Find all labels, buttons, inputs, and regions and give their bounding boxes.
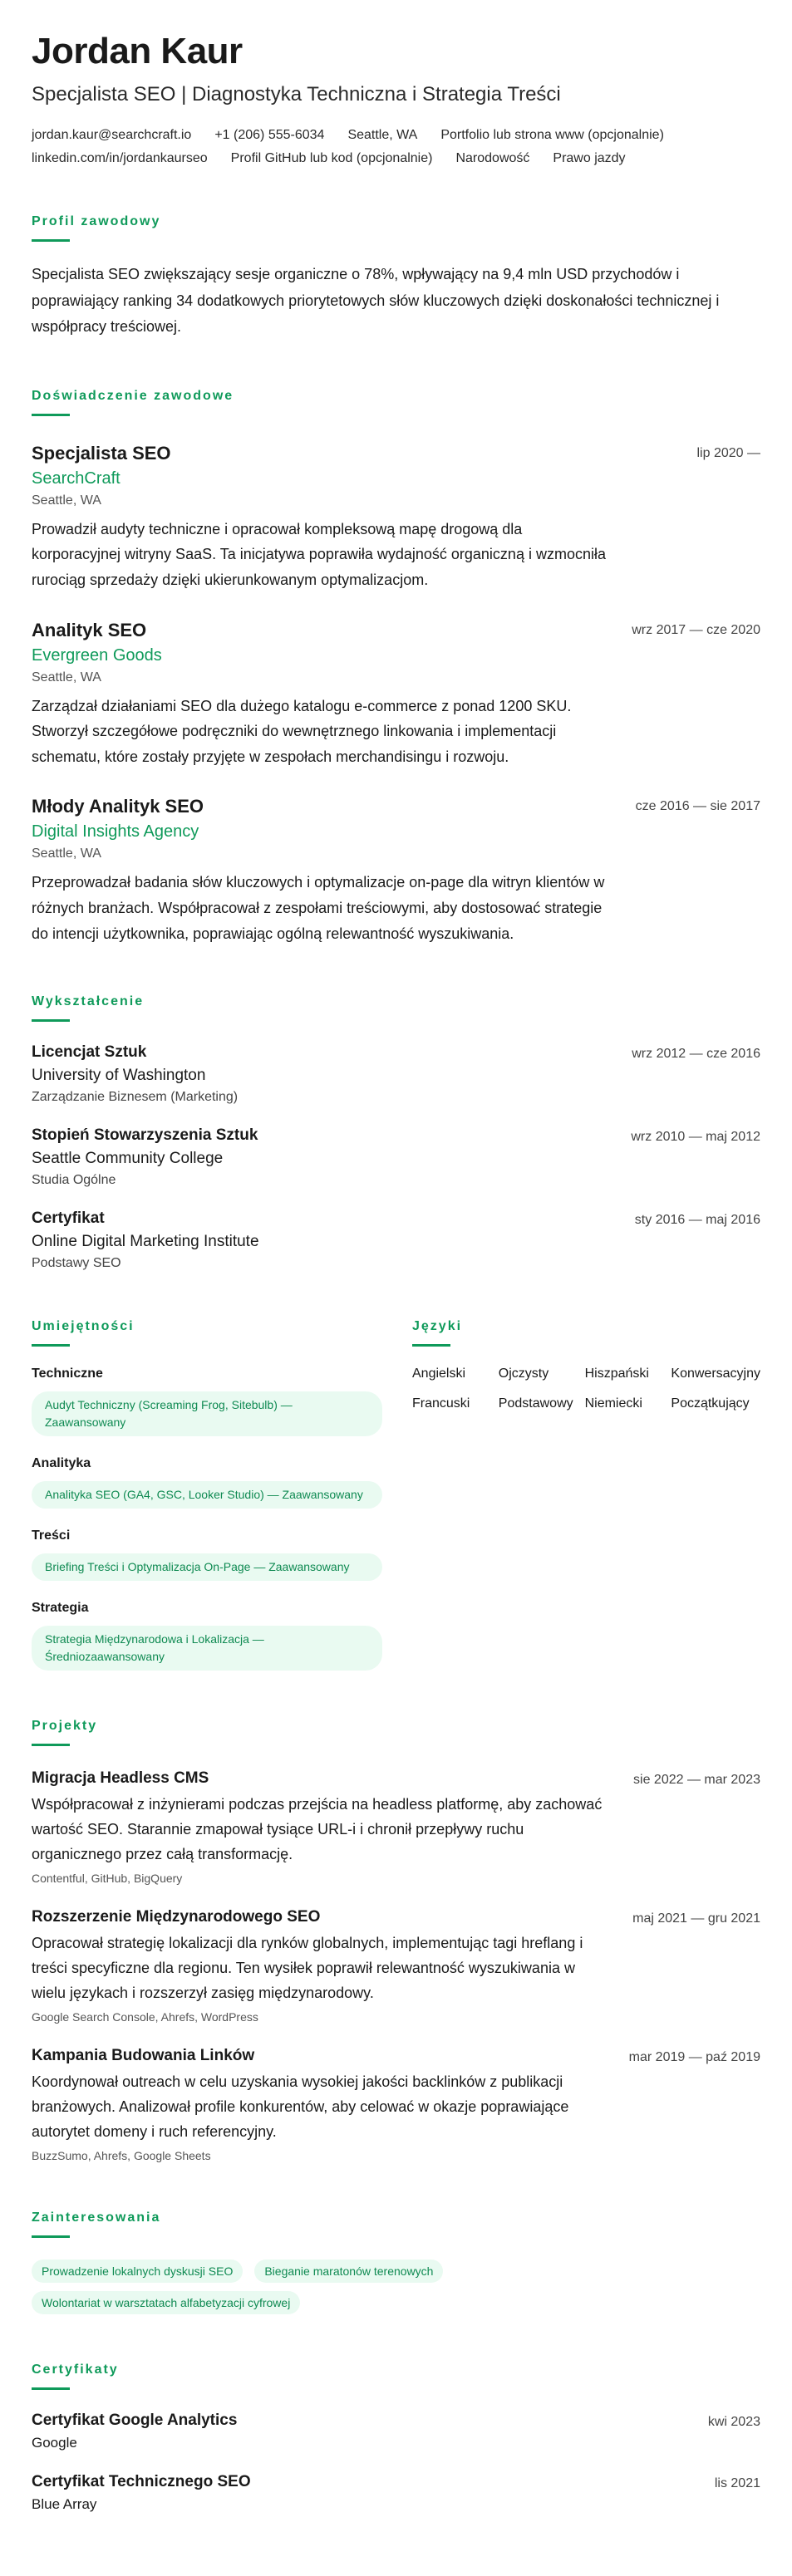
- education-section: [32, 994, 760, 1271]
- certificate-date: kwi 2023: [707, 2415, 760, 2430]
- job-title: Specjalista SEO: [32, 442, 171, 464]
- interest-pill: Bieganie maratonów terenowych: [254, 2260, 443, 2283]
- project-title: Migracja Headless CMS: [32, 1769, 209, 1788]
- projects-section: [32, 1719, 760, 2162]
- project-item: [32, 1769, 760, 1885]
- job-title: Młody Analityk SEO: [32, 796, 204, 817]
- certificate-issuer: Blue Array: [32, 2496, 97, 2513]
- experience-item: [32, 796, 760, 946]
- section-divider: [32, 1344, 70, 1347]
- skill-group: [32, 1367, 382, 1436]
- experience-item: [32, 443, 760, 593]
- profile-section: [32, 214, 760, 341]
- education-school: Online Digital Marketing Institute: [32, 1233, 259, 1251]
- job-company: Evergreen Goods: [32, 645, 162, 665]
- education-degree: Licencjat Sztuk: [32, 1043, 147, 1062]
- project-tech: Google Search Console, Ahrefs, WordPress: [32, 2010, 258, 2024]
- section-divider: [32, 414, 70, 416]
- languages-grid: [412, 1367, 760, 1411]
- skills-section: [32, 1319, 382, 1671]
- project-date: sie 2022 — mar 2023: [633, 1773, 760, 1788]
- skill-pill: Strategia Międzynarodowa i Lokalizacja — Średniozaawansowany: [32, 1626, 382, 1671]
- certificates-section: [32, 2363, 760, 2513]
- contact-portfolio[interactable]: Portfolio lub strona www (opcjonalnie): [440, 128, 664, 143]
- candidate-title: Specjalista SEO | Diagnostyka Techniczna i Strategia Treści: [32, 83, 561, 106]
- education-item: [32, 1126, 760, 1188]
- education-date: sty 2016 — maj 2016: [634, 1213, 760, 1228]
- section-title-education: Wykształcenie: [32, 994, 145, 1009]
- skill-group-title: Analityka: [32, 1456, 91, 1471]
- education-date: wrz 2012 — cze 2016: [632, 1047, 760, 1062]
- language-level: Początkujący: [671, 1396, 750, 1411]
- language-level: Ojczysty: [498, 1367, 549, 1381]
- project-date: maj 2021 — gru 2021: [632, 1911, 760, 1926]
- language-name: Angielski: [412, 1367, 466, 1381]
- project-tech: BuzzSumo, Ahrefs, Google Sheets: [32, 2149, 211, 2163]
- skills-languages-row: [32, 1319, 760, 1671]
- project-description: Koordynował outreach w celu uzyskania wysokiej jakości backlinków z publikacji branżowych. Analizował profile konkurentów, aby celować w okazje poprawiające autorytet domeny i ruch referencyjny.: [32, 2073, 569, 2140]
- contact-github[interactable]: Profil GitHub lub kod (opcjonalnie): [230, 151, 433, 166]
- project-title: Kampania Budowania Linków: [32, 2047, 255, 2065]
- contact-linkedin[interactable]: linkedin.com/in/jordankaurseo: [32, 151, 208, 166]
- job-company: Digital Insights Agency: [32, 822, 199, 841]
- education-degree: Certyfikat: [32, 1209, 105, 1228]
- education-item: [32, 1043, 760, 1105]
- job-description: Zarządzał działaniami SEO dla dużego katalogu e-commerce z ponad 1200 SKU. Stworzył szczegółowe podręczniki do wewnętrznego linkowania i implementacji schematu, które zostały przyjęte w zespołach merchandisingu i rozwoju.: [32, 697, 572, 765]
- section-divider: [32, 2235, 70, 2238]
- certificate-item: [32, 2412, 760, 2451]
- skill-pill: Audyt Techniczny (Screaming Frog, Sitebulb) — Zaawansowany: [32, 1391, 382, 1436]
- skill-pill: Briefing Treści i Optymalizacja On-Page — Zaawansowany: [32, 1553, 382, 1581]
- contact-nationality: Narodowość: [455, 151, 530, 166]
- section-title-certificates: Certyfikaty: [32, 2363, 119, 2377]
- section-divider: [412, 1344, 450, 1347]
- language-level: Konwersacyjny: [671, 1367, 760, 1381]
- language-name: Francuski: [412, 1396, 470, 1411]
- profile-summary: Specjalista SEO zwiększający sesje organiczne o 78%, wpływający na 9,4 mln USD przychodów i poprawiający ranking 34 dodatkowych priorytetowych słów kluczowych dzięki doskonałości technicznej i współpracy treściowej.: [32, 266, 720, 336]
- section-divider: [32, 239, 70, 242]
- certificate-issuer: Google: [32, 2435, 77, 2451]
- project-description: Współpracował z inżynierami podczas przejścia na headless platformę, aby zachować wartość SEO. Starannie zmapował tysiące URL-i i chronił przepływy ruchu organicznego przez całą transformację.: [32, 1796, 603, 1862]
- language-level: Podstawowy: [498, 1396, 573, 1411]
- interests-list: [32, 2260, 563, 2314]
- project-tech: Contentful, GitHub, BigQuery: [32, 1872, 183, 1886]
- interest-pill: Prowadzenie lokalnych dyskusji SEO: [32, 2260, 243, 2283]
- skill-group-title: Techniczne: [32, 1367, 103, 1381]
- job-date: lip 2020 —: [696, 445, 760, 460]
- section-divider: [32, 1744, 70, 1746]
- interests-section: [32, 2210, 760, 2314]
- languages-section: [412, 1319, 760, 1671]
- project-date: mar 2019 — paź 2019: [628, 2050, 760, 2065]
- section-title-experience: Doświadczenie zawodowe: [32, 388, 234, 403]
- section-title-languages: Języki: [412, 1319, 463, 1334]
- job-date: wrz 2017 — cze 2020: [632, 622, 760, 637]
- language-name: Hiszpański: [584, 1367, 649, 1381]
- project-item: [32, 2047, 760, 2162]
- contact-email[interactable]: jordan.kaur@searchcraft.io: [32, 128, 192, 143]
- candidate-name: Jordan Kaur: [32, 31, 243, 71]
- certificate-item: [32, 2473, 760, 2513]
- section-divider: [32, 2387, 70, 2390]
- contact-phone[interactable]: +1 (206) 555-6034: [214, 128, 325, 143]
- contact-location: Seattle, WA: [347, 128, 418, 143]
- job-location: Seattle, WA: [32, 846, 101, 861]
- certificate-date: lis 2021: [714, 2476, 760, 2491]
- education-school: University of Washington: [32, 1067, 206, 1085]
- skill-group: [32, 1528, 382, 1581]
- skill-group: [32, 1456, 382, 1509]
- project-description: Opracował strategię lokalizacji dla rynków globalnych, implementując tagi hreflang i treści specyficzne dla regionu. Ten wysiłek poprawił relewantność wyszukiwania w wielu językach i rozszerzył zasięg międzynarodowy.: [32, 1935, 583, 2001]
- education-degree: Stopień Stowarzyszenia Sztuk: [32, 1126, 258, 1145]
- contact-driving-license: Prawo jazdy: [553, 151, 626, 166]
- section-title-profile: Profil zawodowy: [32, 214, 161, 229]
- education-item: [32, 1209, 760, 1271]
- job-location: Seattle, WA: [32, 493, 101, 508]
- section-title-interests: Zainteresowania: [32, 2210, 161, 2225]
- skill-pill: Analityka SEO (GA4, GSC, Looker Studio) — Zaawansowany: [32, 1481, 382, 1509]
- language-name: Niemiecki: [584, 1396, 642, 1411]
- education-field: Zarządzanie Biznesem (Marketing): [32, 1090, 239, 1105]
- project-item: [32, 1908, 760, 2024]
- section-title-skills: Umiejętności: [32, 1319, 135, 1334]
- job-company: SearchCraft: [32, 469, 121, 488]
- job-description: Przeprowadzał badania słów kluczowych i optymalizacje on-page dla witryn klientów w różnych branżach. Współpracował z zespołami treściowymi, aby dostosować strategie do intencji użytkownika, poprawiając ogólną relewantność wyszukiwania.: [32, 874, 605, 942]
- interest-pill: Wolontariat w warsztatach alfabetyzacji cyfrowej: [32, 2291, 300, 2314]
- certificate-title: Certyfikat Google Analytics: [32, 2412, 238, 2430]
- education-field: Podstawy SEO: [32, 1256, 121, 1271]
- project-title: Rozszerzenie Międzynarodowego SEO: [32, 1908, 321, 1926]
- skill-group-title: Strategia: [32, 1601, 89, 1616]
- section-title-projects: Projekty: [32, 1719, 98, 1734]
- job-location: Seattle, WA: [32, 670, 101, 684]
- education-field: Studia Ogólne: [32, 1173, 116, 1188]
- education-school: Seattle Community College: [32, 1150, 224, 1168]
- skill-group-title: Treści: [32, 1528, 71, 1543]
- job-description: Prowadził audyty techniczne i opracował kompleksową mapę drogową dla korporacyjnej witryny SaaS. Ta inicjatywa poprawiła wydajność organiczną i wzmocniła rurociąg sprzedaży dzięki ukierunkowanym optymalizacjom.: [32, 520, 606, 589]
- certificate-title: Certyfikat Technicznego SEO: [32, 2473, 251, 2491]
- education-date: wrz 2010 — maj 2012: [631, 1130, 760, 1145]
- section-divider: [32, 1019, 70, 1022]
- contact-list: [32, 128, 760, 166]
- experience-item: [32, 620, 760, 770]
- experience-section: [32, 389, 760, 946]
- job-title: Analityk SEO: [32, 619, 147, 640]
- job-date: cze 2016 — sie 2017: [635, 799, 760, 814]
- skill-group: [32, 1601, 382, 1671]
